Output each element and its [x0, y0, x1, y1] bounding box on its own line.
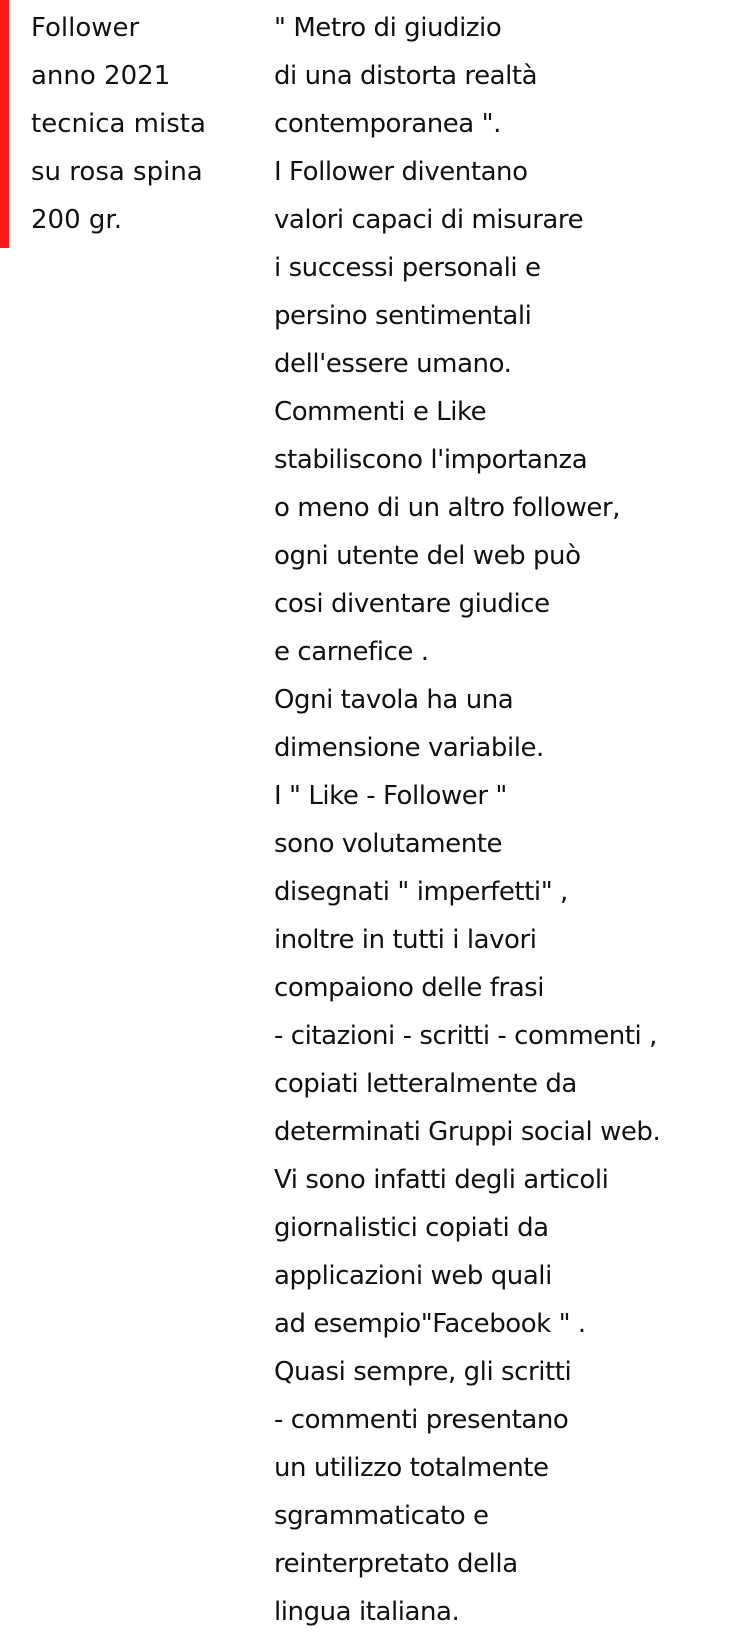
description-line: o meno di un altro follower, — [274, 493, 621, 523]
description-line: Quasi sempre, gli scritti — [274, 1357, 572, 1387]
description-line: stabiliscono l'importanza — [274, 445, 588, 475]
description-line: e carnefice . — [274, 637, 429, 667]
description-line: copiati letteralmente da — [274, 1069, 577, 1099]
description-line: contemporanea ". — [274, 109, 501, 139]
description-line: valori capaci di misurare — [274, 205, 584, 235]
description-line: - commenti presentano — [274, 1405, 569, 1435]
description-line: Commenti e Like — [274, 397, 487, 427]
accent-bar — [0, 0, 9, 248]
description-line: - citazioni - scritti - commenti , — [274, 1021, 657, 1051]
artwork-year: anno 2021 — [31, 61, 171, 91]
artwork-description — [274, 4, 737, 1636]
description-line: reinterpretato della — [274, 1549, 518, 1579]
artwork-weight: 200 gr. — [31, 205, 122, 235]
description-line: dell'essere umano. — [274, 349, 512, 379]
description-line: giornalistici copiati da — [274, 1213, 549, 1243]
description-line: inoltre in tutti i lavori — [274, 925, 537, 955]
description-line: I " Like - Follower " — [274, 781, 507, 811]
description-line: " Metro di giudizio — [274, 13, 502, 43]
description-line: ogni utente del web può — [274, 541, 581, 571]
description-line: Vi sono infatti degli articoli — [274, 1165, 609, 1195]
artwork-title: Follower — [31, 13, 140, 43]
description-line: compaiono delle frasi — [274, 973, 545, 1003]
description-line: I Follower diventano — [274, 157, 528, 187]
description-line: dimensione variabile. — [274, 733, 544, 763]
description-line: lingua italiana. — [274, 1597, 460, 1627]
description-line: Ogni tavola ha una — [274, 685, 514, 715]
description-line: i successi personali e — [274, 253, 541, 283]
description-line: un utilizzo totalmente — [274, 1453, 549, 1483]
description-line: sgrammaticato e — [274, 1501, 489, 1531]
description-line: di una distorta realtà — [274, 61, 538, 91]
artwork-support: su rosa spina — [31, 157, 203, 187]
description-line: cosi diventare giudice — [274, 589, 550, 619]
description-line: determinati Gruppi social web. — [274, 1117, 661, 1147]
description-line: persino sentimentali — [274, 301, 532, 331]
description-line: applicazioni web quali — [274, 1261, 552, 1291]
description-line: disegnati " imperfetti" , — [274, 877, 568, 907]
description-line: ad esempio"Facebook " . — [274, 1309, 586, 1339]
artwork-technique: tecnica mista — [31, 109, 206, 139]
artwork-details — [31, 4, 251, 244]
description-line: sono volutamente — [274, 829, 503, 859]
